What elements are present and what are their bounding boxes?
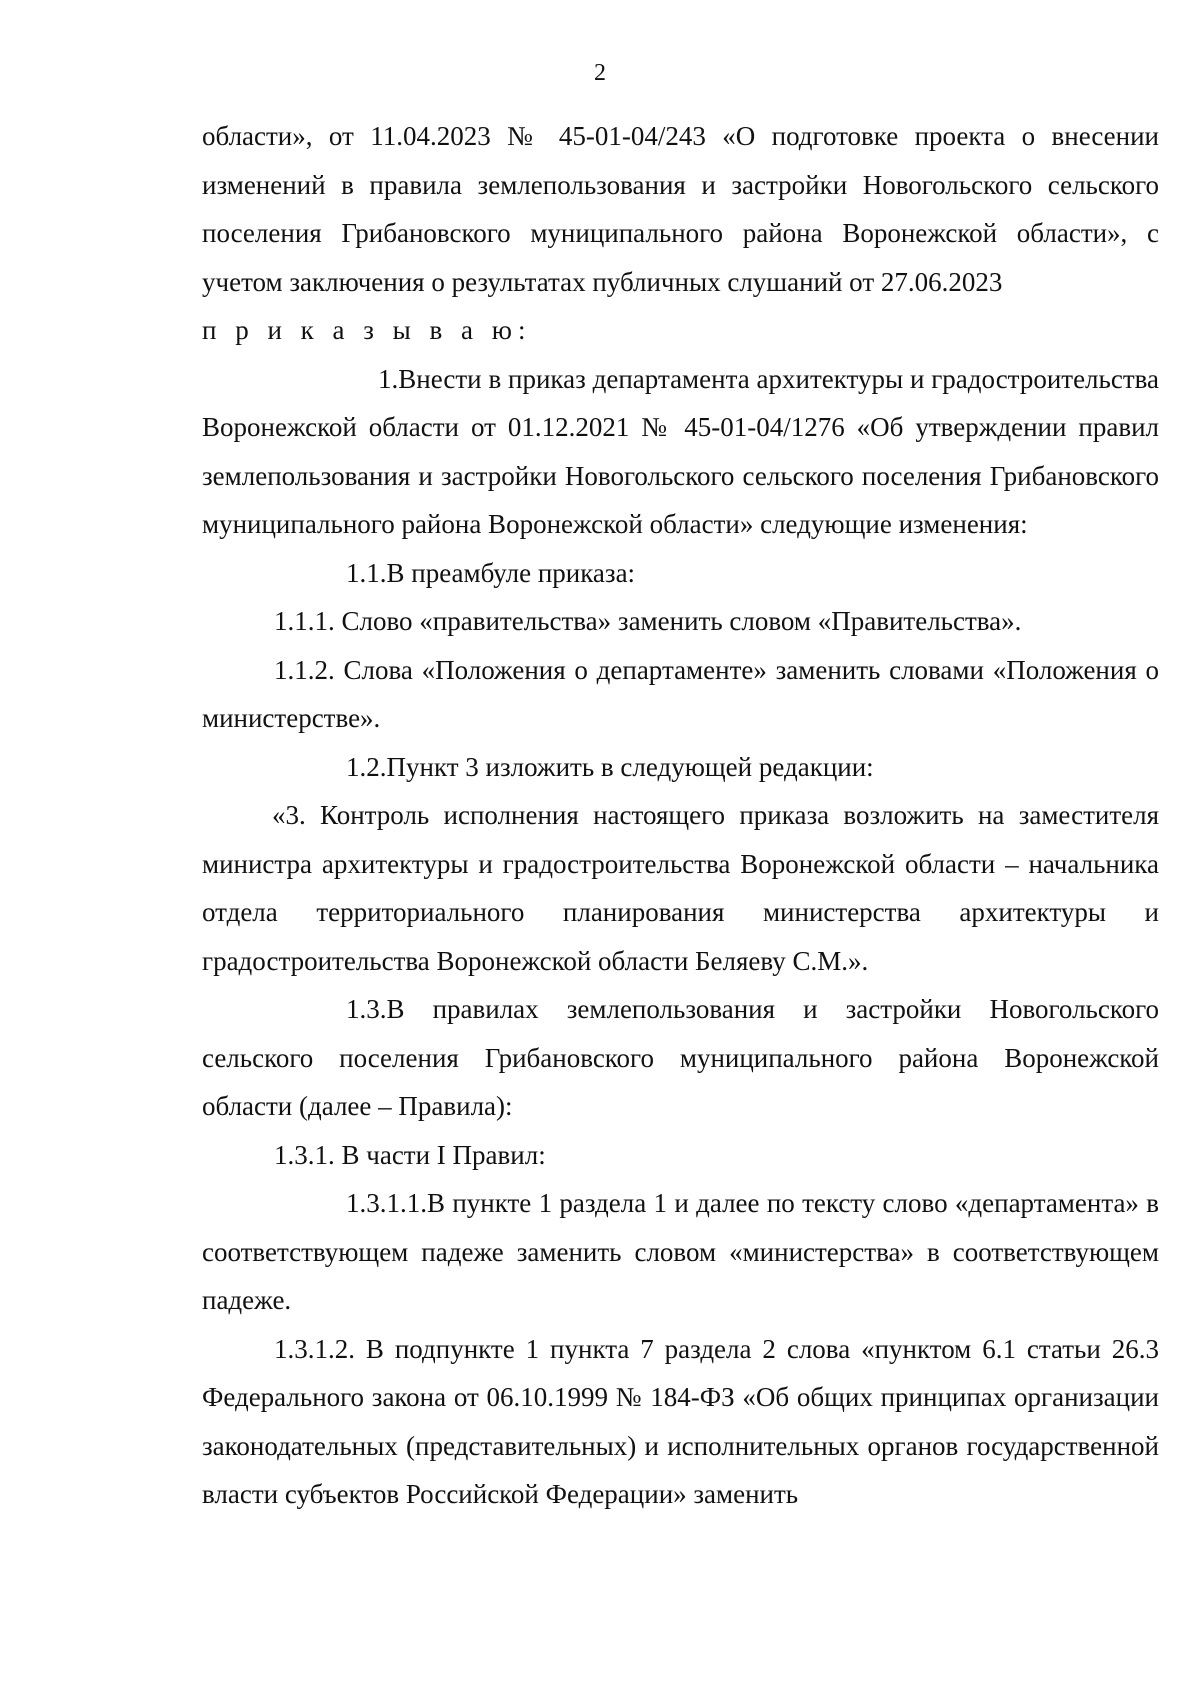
paragraph-item-1-3-1-2 [202, 1325, 1159, 1519]
page-number: 2 [594, 60, 606, 86]
paragraph-item-1-3-1-1 [202, 1179, 1159, 1325]
paragraph-item-1-3-1 [202, 1131, 1159, 1180]
document-body [202, 112, 1159, 1519]
paragraph-preamble-continuation: области», от 11.04.2023 № 45-01-04/243 «О подготовке проекта о внесении изменений в правила землепользования и застройки Новогольского сельского поселения Грибановского муниципального района Воронежской области», с учетом заключения о результатах публичных слушаний от 27.06.2023 [202, 121, 1159, 297]
item-number: 1. [378, 363, 399, 394]
item-number: 1.1.1. [274, 606, 335, 636]
item-number: 1.3.1. [274, 1139, 335, 1170]
paragraph-quoted-item-3: «3. Контроль исполнения настоящего приказа возложить на заместителя министра архитектуры и градостроительства Воронежской области – начальника отдела территориального планирования министерства архитектуры и градостроительства Воронежской области Беляеву С.М.». [202, 800, 1159, 976]
item-text: В подпункте 1 пункта 7 раздела 2 слова «пунктом 6.1 статьи 26.3 Федерального закона от 06.10.1999 № 184-ФЗ «Об общих принципах организации законодательных (представительных) и исполнительных органов государственной власти субъектов Российской Федерации» заменить [202, 1333, 1159, 1509]
item-text: Слова «Положения о департаменте» заменить словами «Положения о министерстве». [202, 654, 1159, 733]
item-text: В преамбуле приказа: [386, 557, 636, 588]
item-text: В правилах землепользования и застройки Новогольского сельского поселения Грибановского муниципального района Воронежской области (далее – Правила): [202, 994, 1159, 1121]
item-text: В пункте 1 раздела 1 и далее по тексту слово «департамента» в соответствующем падеже заменить словом «министерства» в соответствующем падеже. [202, 1188, 1159, 1315]
paragraph-item-1-3 [202, 985, 1159, 1131]
item-text: Слово «правительства» заменить словом «Правительства». [341, 606, 1022, 636]
item-number: 1.3. [346, 994, 387, 1024]
item-number: 1.1.2. [274, 654, 335, 685]
paragraph-item-1-1-2 [202, 646, 1159, 743]
paragraph-item-1-2 [202, 743, 1159, 792]
item-text: Пункт 3 изложить в следующей редакции: [386, 751, 874, 782]
item-text: Внести в приказ департамента архитектуры и градостроительства Воронежской области от 01.12.2021 № 45-01-04/1276 «Об утверждении правил землепользования и застройки Новогольского сельского поселения Грибановского муниципального района Воронежской области» следующие изменения: [202, 363, 1159, 539]
item-number: 1.3.1.1. [346, 1188, 427, 1218]
paragraph-item-1-1 [202, 549, 1159, 598]
item-number: 1.1. [346, 557, 387, 588]
item-text: В части I Правил: [341, 1139, 546, 1170]
item-number: 1.2. [346, 751, 387, 782]
item-number: 1.3.1.2. [274, 1333, 355, 1364]
paragraph-item-1-1-1 [202, 597, 1159, 646]
paragraph-order-word: п р и к а з ы в а ю: [202, 315, 532, 345]
paragraph-item-1 [202, 355, 1159, 549]
